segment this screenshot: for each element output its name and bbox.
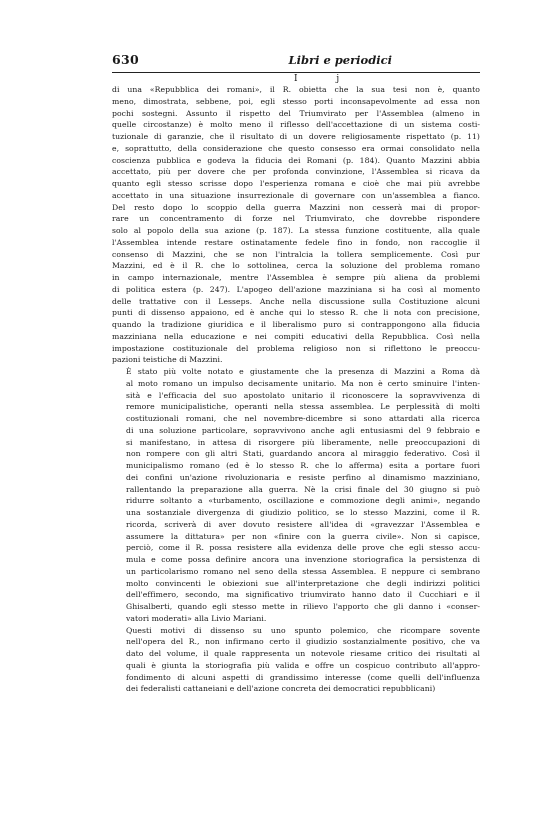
text-line: pazioni teistiche di Mazzini. <box>112 355 223 365</box>
text-line: mula e come possa definire ancora una invenzione storiografica la persistenza di <box>126 555 480 564</box>
text-line: mazziniana nella educazione e nei compiti educativi della Repubblica. Così nella <box>112 331 480 341</box>
text-line: rallentando la preparazione alla guerra. Nè la crisi finale del 30 giugno si può <box>126 484 480 494</box>
text-line: Questi motivi di dissenso su uno spunto polemico, che ricompare sovente <box>126 625 480 635</box>
page-number: 630 <box>112 52 139 67</box>
header-marks: I j <box>294 74 358 84</box>
text-line: delle trattative con il Lesseps. Anche nella discussione sulla Costituzione alcuni <box>112 296 480 306</box>
text-line: dell'effimero, secondo, ma significativo triumvirato hanno dato il Cucchiari e il <box>126 590 480 600</box>
text-line: di politica estera (p. 247). L'apogeo dell'azione mazziniana si ha così al momento <box>112 284 480 294</box>
text-line: quando la tradizione giuridica e il liberalismo puro si contrappongono alla fiducia <box>112 320 480 329</box>
text-line: dei federalisti cattaneiani e dell'azione concreta dei democratici repubblicani) <box>126 684 436 694</box>
text-line: remore municipalistiche, operanti nella stessa assemblea. Le perplessità di molti <box>126 402 480 412</box>
text-line: pochi sostegni. Assunto il rispetto del Triumvirato per l'Assemblea (almeno in <box>112 108 480 118</box>
running-head: Libri e periodici <box>288 53 392 67</box>
text-line: Mazzini, ed è il R. che lo sottolinea, cerca la soluzione del problema romano <box>112 261 480 271</box>
text-line: costituzionali romani, che nel novembre-dicembre si sono attardati alla ricerca <box>126 414 480 423</box>
text-line: punti di dissenso appaiono, ed è anche qui lo stesso R. che li nota con precisione, <box>112 308 480 318</box>
paragraph <box>112 84 480 366</box>
text-line: dei confini un'azione rivoluzionaria e resiste perfino al dinamismo mazziniano, <box>126 472 480 482</box>
text-line: nell'opera del R., non infirmano certo il giudizio sostanzialmente positivo, che va <box>126 637 480 647</box>
text-line: si manifestano, in attesa di risorgere più liberamente, nelle preoccupazioni di <box>126 437 480 447</box>
text-line: quanto egli stesso scrisse dopo l'esperienza romana e cioè che mai più avrebbe <box>112 179 480 188</box>
text-line: meno, dimostrata, sebbene, poi, egli stesso porti inconsapevolmente ad essa non <box>112 96 480 106</box>
text-line: tuzionale di garanzie, che il risultato di un dovere religiosamente rispettato (p. 11) <box>112 132 480 141</box>
text-line: e, soprattutto, della considerazione che questo consesso era ormai consolidato nella <box>112 143 480 153</box>
text-line: vatori moderati» alla Livio Mariani. <box>126 613 267 623</box>
text-line: dato del volume, il quale rappresenta un notevole riesame critico dei risultati al <box>126 649 480 658</box>
text-line: fondimento di alcuni aspetti di grandissimo interesse (come quelli dell'influenza <box>126 672 480 682</box>
page-header <box>112 52 480 73</box>
text-line: ricorda, scriverà di aver dovuto resistere all'idea di «gravezzar l'Assemblea e <box>126 519 480 529</box>
book-page <box>112 52 480 695</box>
text-line: di una «Repubblica dei romani», il R. obietta che la sua tesi non è, quanto <box>112 85 480 94</box>
text-line: sità e l'efficacia del suo apostolato unitario il riconoscere la sopravvivenza di <box>126 390 480 400</box>
text-line: solo al popolo della sua azione (p. 187). La stessa funzione costituente, alla quale <box>112 226 480 235</box>
text-line: una sostanziale divergenza di giudizio politico, se lo stesso Mazzini, come il R. <box>126 508 480 517</box>
paragraph <box>112 625 480 696</box>
text-line: Del resto dopo lo scoppio della guerra Mazzini non cesserà mai di propor- <box>112 202 480 212</box>
text-line: Ghisalberti, quando egli stesso mette in rilievo l'apporto che gli danno i «conser- <box>126 602 480 611</box>
text-line: quali è giunta la storiografia più valida e offre un cospicuo contributo all'appro- <box>126 660 480 670</box>
text-line: coscienza pubblica e godeva la fiducia dei Romani (p. 184). Quanto Mazzini abbia <box>112 155 480 165</box>
text-line: al moto romano un impulso decisamente unitario. Ma non è certo sminuire l'inten- <box>126 378 480 388</box>
text-line: municipalismo romano (ed è lo stesso R. che lo afferma) esita a portare fuori <box>126 461 480 470</box>
text-line: impostazione costituzionale del problema religioso non si riflettono le preoccu- <box>112 343 480 353</box>
text-line: rare un concentramento di forze nel Triumvirato, che dovrebbe rispondere <box>112 214 480 224</box>
text-line: accettato, più per dovere che per profonda convinzione, l'Assemblea si ricava da <box>112 167 480 177</box>
text-line: l'Assemblea intende restare ostinatamente fedele fino in fondo, non raccoglie il <box>112 237 480 247</box>
text-line: un particolarismo romano nel seno della stessa Assemblea. E neppure ci sembrano <box>126 566 480 576</box>
text-line: consenso di Mazzini, che se non l'intralcia la tollera semplicemente. Così pur <box>112 249 480 259</box>
text-line: di una soluzione particolare, sopravvivono anche agli entusiasmi del 9 febbraio e <box>126 425 480 435</box>
text-line: accettato in una situazione insurrezionale di governare con un'assemblea a fianco. <box>112 190 480 200</box>
text-line: perciò, come il R. possa resistere alla evidenza delle prove che egli stesso accu- <box>126 543 480 553</box>
text-line: È stato più volte notato e giustamente che la presenza di Mazzini a Roma dà <box>126 367 480 376</box>
text-line: ridurre soltanto a «turbamento, oscillazione e commozione degli animi», negando <box>126 496 480 506</box>
text-line: non rompere con gli altri Stati, guardando ancora al miraggio federativo. Così il <box>126 449 480 459</box>
text-line: molto convincenti le obiezioni sue all'interpretazione che degli indirizzi politici <box>126 578 480 588</box>
text-line: in campo internazionale, mentre l'Assemblea è sempre più aliena da problemi <box>112 273 480 282</box>
text-line: assumere la dittatura» per non «finire con la guerra civile». Non si capisce, <box>126 531 480 541</box>
text-line: quelle circostanze) è molto meno il riflesso dell'accettazione di un sistema costi- <box>112 120 480 130</box>
paragraph <box>112 366 480 625</box>
article-body <box>112 84 480 695</box>
